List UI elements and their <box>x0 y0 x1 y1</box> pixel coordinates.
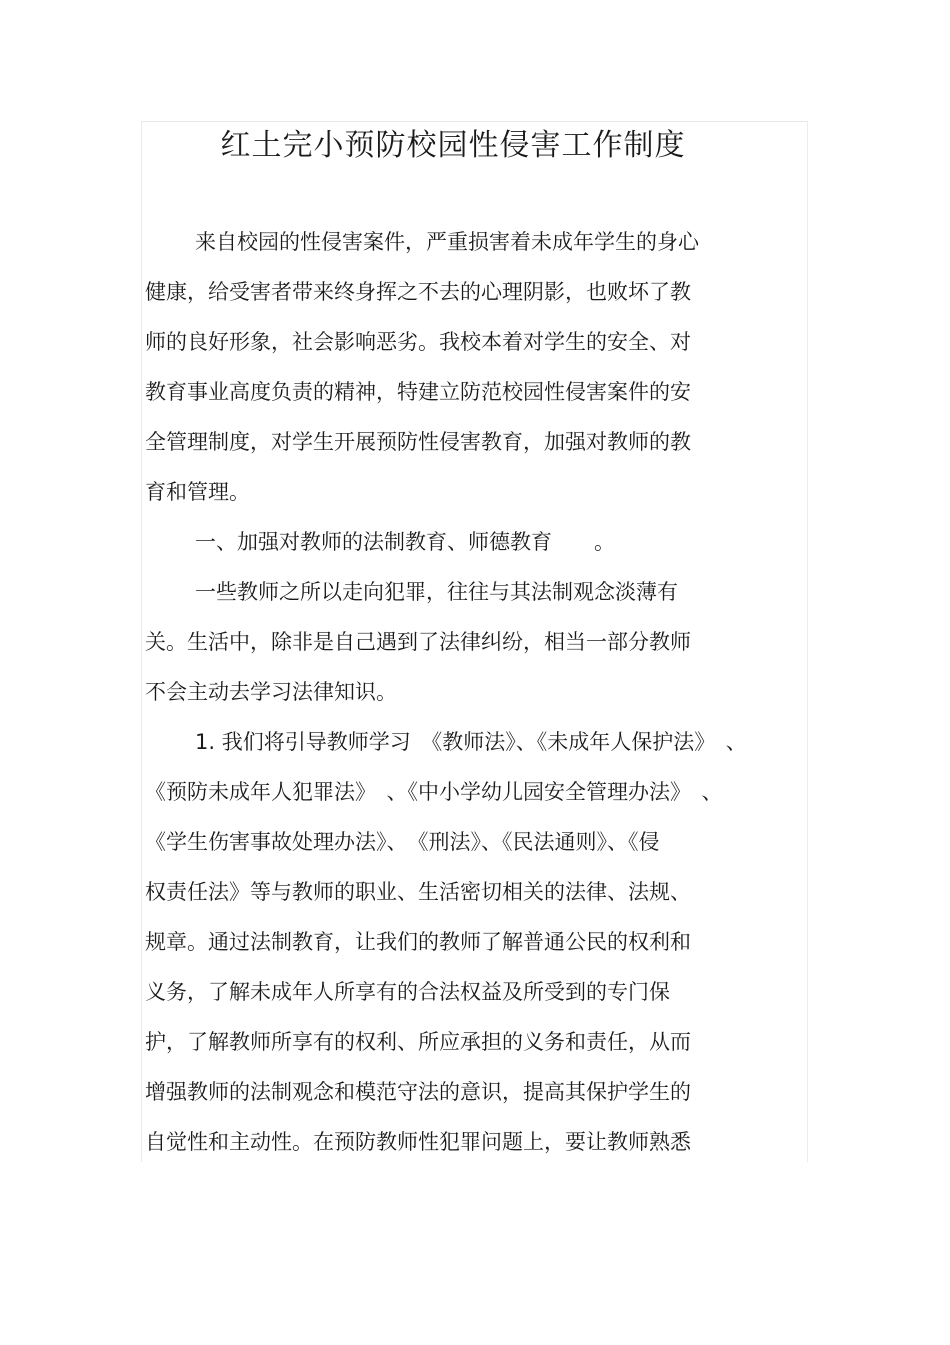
paragraph-line: 自觉性和主动性。在预防教师性犯罪问题上，要让教师熟悉 <box>145 1130 691 1154</box>
paragraph-line: 健康，给受害者带来终身挥之不去的心理阴影，也败坏了教 <box>145 280 691 304</box>
paragraph-line: 教育事业高度负责的精神，特建立防范校园性侵害案件的安 <box>145 380 691 404</box>
paragraph-line: 育和管理。 <box>145 480 250 504</box>
paragraph-line: 一些教师之所以走向犯罪，往往与其法制观念淡薄有 <box>195 580 678 604</box>
paragraph-line: 不会主动去学习法律知识。 <box>145 680 397 704</box>
paragraph-line: 来自校园的性侵害案件，严重损害着未成年学生的身心 <box>195 230 699 254</box>
paragraph-line: 义务，了解未成年人所享有的合法权益及所受到的专门保 <box>145 980 670 1004</box>
paragraph-line: 规章。通过法制教育，让我们的教师了解普通公民的权利和 <box>145 930 691 954</box>
paragraph-line: 权责任法》等与教师的职业、生活密切相关的法律、法规、 <box>145 880 691 904</box>
paragraph-line: 《学生伤害事故处理办法》、 《刑法》、《民法通则》、《侵 <box>145 830 660 854</box>
paragraph-line: 1. 我们将引导教师学习 《教师法》、《未成年人保护法》 、 <box>195 730 747 754</box>
paragraph-line: 《预防未成年人犯罪法》 、《中小学幼儿园安全管理办法》 、 <box>145 780 723 804</box>
document-title: 红土完小预防校园性侵害工作制度 <box>220 128 686 163</box>
paragraph-line: 护，了解教师所享有的权利、所应承担的义务和责任，从而 <box>145 1030 691 1054</box>
paragraph-line: 全管理制度，对学生开展预防性侵害教育，加强对教师的教 <box>145 430 691 454</box>
paragraph-line: 关。生活中，除非是自己遇到了法律纠纷，相当一部分教师 <box>145 630 691 654</box>
paragraph-line: 增强教师的法制观念和模范守法的意识，提高其保护学生的 <box>145 1080 691 1104</box>
section-heading: 一、加强对教师的法制教育、师德教育 。 <box>195 530 615 554</box>
paragraph-line: 师的良好形象，社会影响恶劣。我校本着对学生的安全、对 <box>145 330 691 354</box>
